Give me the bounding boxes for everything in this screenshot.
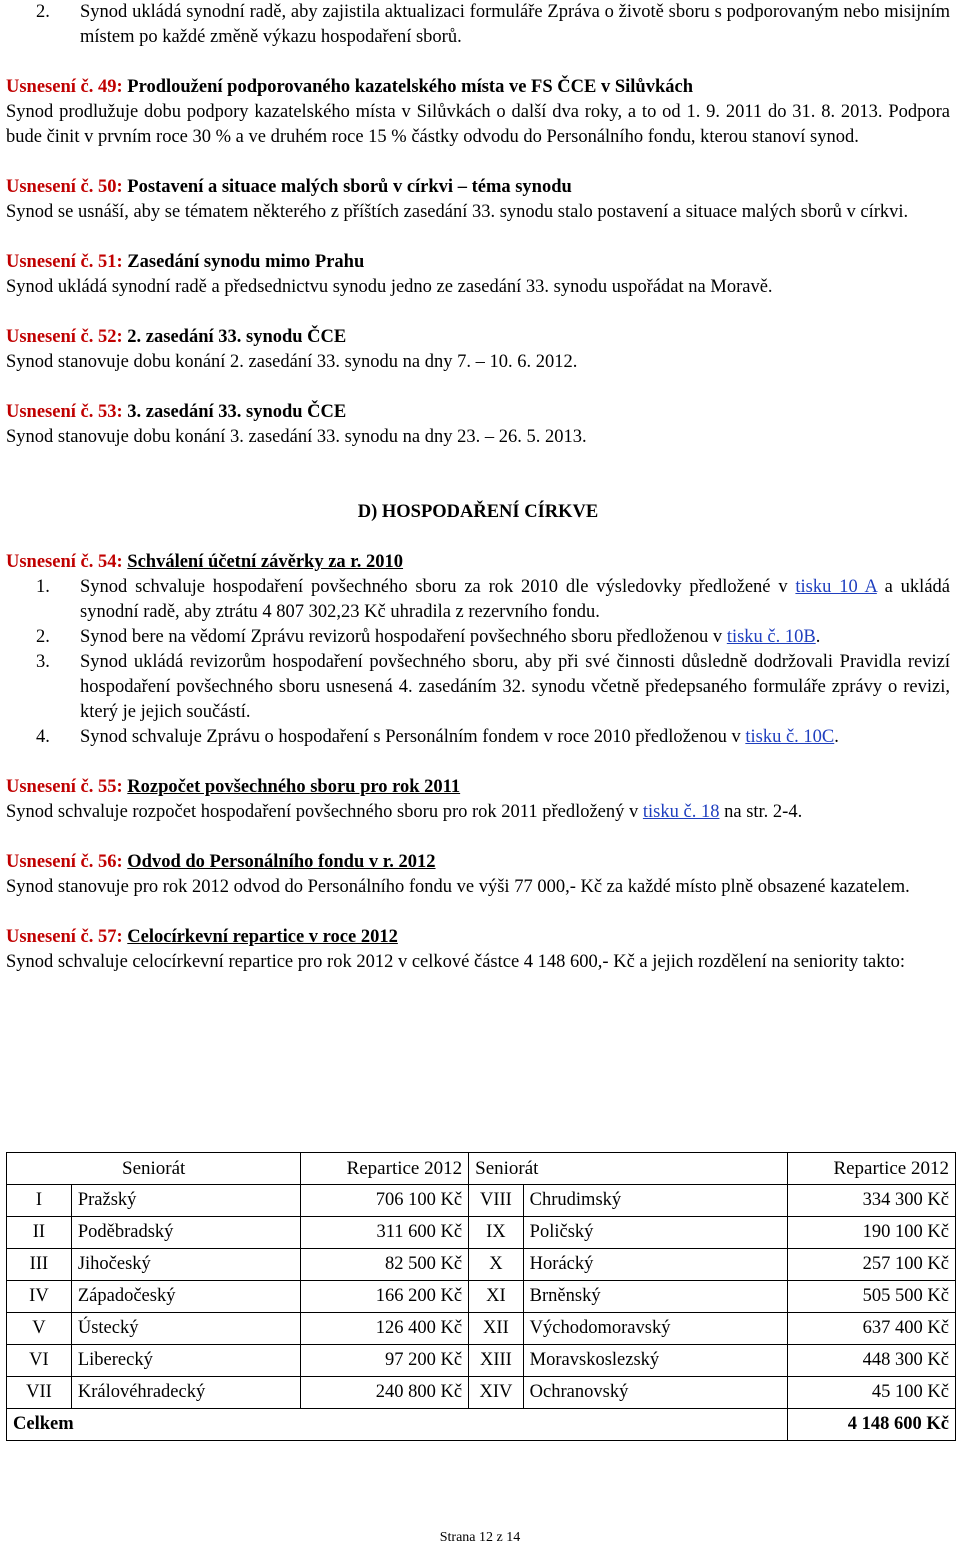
cell: Jihočeský — [71, 1249, 301, 1281]
cell: VI — [7, 1345, 72, 1377]
table-header-row — [7, 1153, 956, 1185]
table-row — [7, 1377, 956, 1409]
item-text-pre: Synod schvaluje hospodaření povšechného sboru za rok 2010 dle výsledovky předložené v — [80, 577, 796, 597]
print-link[interactable]: tisku č. 10B — [726, 627, 816, 647]
resolution-label: Usnesení č. 51: — [6, 252, 123, 272]
resolution-50 — [6, 175, 950, 225]
cell: II — [7, 1217, 72, 1249]
cell: Západočeský — [71, 1281, 301, 1313]
resolution-heading — [6, 850, 950, 875]
header-cell: Seniorát — [469, 1153, 788, 1185]
cell: Moravskoslezský — [523, 1345, 788, 1377]
list-item — [6, 575, 950, 625]
resolution-label: Usnesení č. 52: — [6, 327, 123, 347]
header-cell: Repartice 2012 — [301, 1153, 469, 1185]
table-row — [7, 1281, 956, 1313]
cell: 240 800 Kč — [301, 1377, 469, 1409]
cell: VIII — [469, 1185, 524, 1217]
cell: 97 200 Kč — [301, 1345, 469, 1377]
page-footer: Strana 12 z 14 — [439, 1530, 521, 1545]
cell: Ústecký — [71, 1313, 301, 1345]
resolution-body: Synod ukládá synodní radě a předsednictvu synodu jedno ze zasedání 33. synodu uspořádat na Moravě. — [6, 277, 773, 297]
resolution-49 — [6, 75, 950, 150]
cell: 334 300 Kč — [788, 1185, 956, 1217]
resolution-label: Usnesení č. 54: — [6, 552, 123, 572]
table-row — [7, 1249, 956, 1281]
resolution-body: Synod stanovuje dobu konání 2. zasedání 33. synodu na dny 7. – 10. 6. 2012. — [6, 352, 578, 372]
cell: 257 100 Kč — [788, 1249, 956, 1281]
table-row — [7, 1217, 956, 1249]
item-text-post: . — [834, 727, 839, 747]
item-text-pre: Synod schvaluje Zprávu o hospodaření s Personálním fondem v roce 2010 předloženou v — [80, 727, 746, 747]
repartice-table — [6, 1152, 956, 1441]
cell: Poděbradský — [71, 1217, 301, 1249]
total-value: 4 148 600 Kč — [788, 1409, 956, 1441]
resolution-body: Synod stanovuje dobu konání 3. zasedání 33. synodu na dny 23. – 26. 5. 2013. — [6, 427, 587, 447]
table-total-row — [7, 1409, 956, 1441]
resolution-body — [6, 800, 950, 825]
resolution-heading — [6, 75, 950, 100]
resolution-51 — [6, 250, 950, 300]
resolution-label: Usnesení č. 53: — [6, 402, 123, 422]
table-row — [7, 1313, 956, 1345]
resolution-heading — [6, 925, 950, 950]
cell: Královéhradecký — [71, 1377, 301, 1409]
cell: IV — [7, 1281, 72, 1313]
top-list-item — [6, 0, 950, 50]
cell: Ochranovský — [523, 1377, 788, 1409]
body-pre: Synod schvaluje rozpočet hospodaření povšechného sboru pro rok 2011 předložený v — [6, 802, 643, 822]
resolution-52 — [6, 325, 950, 375]
resolution-55 — [6, 775, 950, 825]
resolution-heading — [6, 400, 950, 425]
resolution-title: Prodloužení podporovaného kazatelského místa ve FS ČCE v Silůvkách — [127, 77, 693, 97]
cell: XIII — [469, 1345, 524, 1377]
section-heading: D) HOSPODAŘENÍ CÍRKVE — [357, 502, 599, 522]
cell: I — [7, 1185, 72, 1217]
cell: XI — [469, 1281, 524, 1313]
header-cell: Seniorát — [7, 1153, 301, 1185]
table-row — [7, 1345, 956, 1377]
cell: 448 300 Kč — [788, 1345, 956, 1377]
resolution-title: Rozpočet povšechného sboru pro rok 2011 — [127, 777, 461, 797]
resolution-title: 3. zasedání 33. synodu ČCE — [127, 402, 347, 422]
cell: XIV — [469, 1377, 524, 1409]
resolution-title: Zasedání synodu mimo Prahu — [127, 252, 365, 272]
item-number: 3. — [36, 652, 50, 672]
header-cell: Repartice 2012 — [788, 1153, 956, 1185]
resolution-53 — [6, 400, 950, 450]
cell: Poličský — [523, 1217, 788, 1249]
resolution-title: Schválení účetní závěrky za r. 2010 — [127, 552, 404, 572]
cell: Horácký — [523, 1249, 788, 1281]
cell: 82 500 Kč — [301, 1249, 469, 1281]
list-item — [6, 725, 950, 750]
resolution-label: Usnesení č. 49: — [6, 77, 123, 97]
cell: Liberecký — [71, 1345, 301, 1377]
resolution-heading — [6, 250, 950, 275]
cell: X — [469, 1249, 524, 1281]
cell: Brněnský — [523, 1281, 788, 1313]
resolution-54 — [6, 550, 950, 750]
resolution-57 — [6, 925, 950, 975]
cell: Pražský — [71, 1185, 301, 1217]
resolution-title: Postavení a situace malých sborů v církvi – téma synodu — [127, 177, 572, 197]
table-row — [7, 1185, 956, 1217]
resolution-label: Usnesení č. 55: — [6, 777, 123, 797]
document-page — [6, 0, 950, 975]
resolution-title: 2. zasedání 33. synodu ČCE — [127, 327, 347, 347]
cell: 505 500 Kč — [788, 1281, 956, 1313]
resolution-heading — [6, 175, 950, 200]
resolution-body: Synod stanovuje pro rok 2012 odvod do Personálního fondu ve výši 77 000,- Kč za každé místo plně obsazené kazatelem. — [6, 877, 910, 897]
item-number: 1. — [36, 577, 50, 597]
cell: 126 400 Kč — [301, 1313, 469, 1345]
resolution-label: Usnesení č. 50: — [6, 177, 123, 197]
cell: V — [7, 1313, 72, 1345]
item-number: 2. — [36, 2, 50, 22]
resolution-heading — [6, 550, 950, 575]
total-label: Celkem — [7, 1409, 788, 1441]
resolution-title: Celocírkevní repartice v roce 2012 — [127, 927, 398, 947]
item-text-pre: Synod bere na vědomí Zprávu revizorů hospodaření povšechného sboru předloženou v — [80, 627, 727, 647]
cell: Východomoravský — [523, 1313, 788, 1345]
print-link[interactable]: tisku 10 A — [795, 577, 877, 597]
cell: Chrudimský — [523, 1185, 788, 1217]
resolution-heading — [6, 325, 950, 350]
cell: 45 100 Kč — [788, 1377, 956, 1409]
item-text: Synod ukládá synodní radě, aby zajistila aktualizaci formuláře Zpráva o životě sboru s podporovaným nebo misijním místem po každé změně výkazu hospodaření sborů. — [80, 2, 950, 47]
resolution-body: Synod schvaluje celocírkevní repartice pro rok 2012 v celkové částce 4 148 600,- Kč a jejich rozdělení na seniority takto: — [6, 952, 905, 972]
print-link[interactable]: tisku č. 18 — [642, 802, 720, 822]
resolution-body: Synod prodlužuje dobu podpory kazatelského místa v Silůvkách o další dva roky, a to od 1. 9. 2011 do 31. 8. 2013. Podpora bude činit v prvním roce 30 % a ve druhém roce 15 % částky odvodu do Personálního fondu, kterou stanoví synod. — [6, 102, 950, 147]
resolution-title: Odvod do Personálního fondu v r. 2012 — [127, 852, 436, 872]
cell: 311 600 Kč — [301, 1217, 469, 1249]
cell: VII — [7, 1377, 72, 1409]
item-number: 2. — [36, 627, 50, 647]
cell: III — [7, 1249, 72, 1281]
cell: 190 100 Kč — [788, 1217, 956, 1249]
item-text-post: . — [815, 627, 821, 647]
print-link[interactable]: tisku č. 10C — [745, 727, 835, 747]
resolution-label: Usnesení č. 57: — [6, 927, 123, 947]
cell: 166 200 Kč — [301, 1281, 469, 1313]
resolution-label: Usnesení č. 56: — [6, 852, 123, 872]
resolution-heading — [6, 775, 950, 800]
item-number: 4. — [36, 727, 50, 747]
cell: IX — [469, 1217, 524, 1249]
resolution-body: Synod se usnáší, aby se tématem některého z příštích zasedání 33. synodu stalo postavení a situace malých sborů v církvi. — [6, 202, 909, 222]
item-text-pre: Synod ukládá revizorům hospodaření povšechného sboru, aby při své činnosti důsledně dodržovali Pravidla revizí hospodaření povšechného sboru usnesená 4. zasedáním 32. synodu včetně předepsaného formuláře zprávy o revizi, který je jejich součástí. — [80, 652, 950, 722]
list-item — [6, 625, 950, 650]
body-post: na str. 2-4. — [719, 802, 803, 822]
resolution-56 — [6, 850, 950, 900]
cell: 637 400 Kč — [788, 1313, 956, 1345]
list-item — [6, 650, 950, 725]
item-text-post: a ukládá synodní radě, aby ztrátu 4 807 302,23 Kč uhradila z rezervního fondu. — [80, 577, 950, 622]
cell: XII — [469, 1313, 524, 1345]
cell: 706 100 Kč — [301, 1185, 469, 1217]
